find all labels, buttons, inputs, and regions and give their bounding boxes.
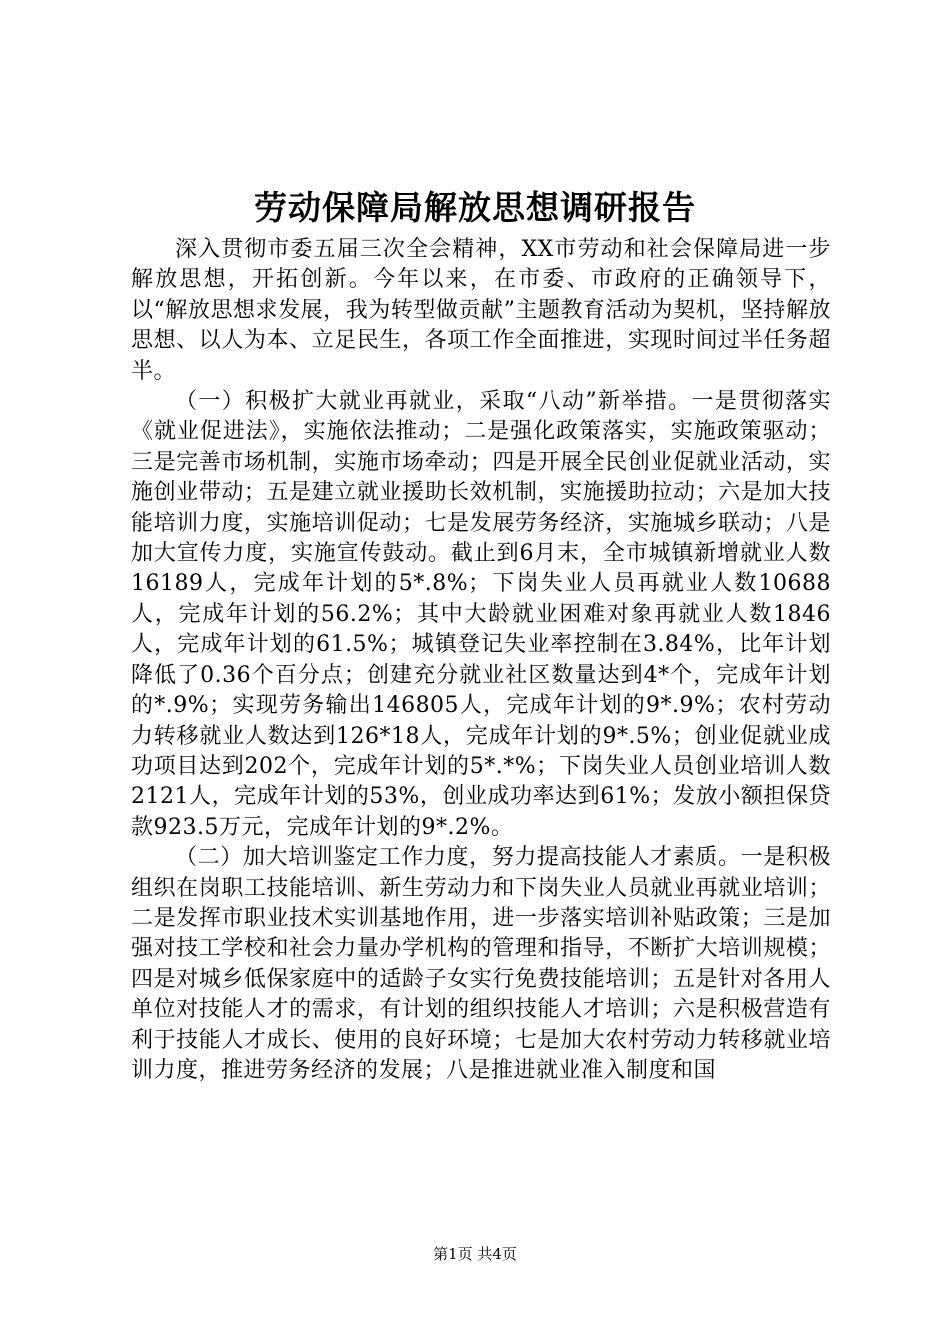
paragraph-training: （二）加大培训鉴定工作力度，努力提高技能人才素质。一是积极组织在岗职工技能培训、新生劳动力和下岗失业人员就业再就业培训；二是发挥市职业技术实训基地作用，进一步落实培训补贴政策；三是加强对技工学校和社会力量办学机构的管理和指导，不断扩大培训规模；四是对城乡低保家庭中的适龄子女实行免费技能培训；五是针对各用人单位对技能人才的需求，有计划的组织技能人才培训；六是积极营造有利于技能人才成长、使用的良好环境；七是加大农村劳动力转移就业培训力度，推进劳务经济的发展；八是推进就业准入制度和国: [131, 845, 831, 1083]
paragraph-employment: （一）积极扩大就业再就业，采取“八动”新举措。一是贯彻落实《就业促进法》，实施依法推动；二是强化政策落实，实施政策驱动；三是完善市场机制，实施市场牵动；四是开展全民创业促就业活动，实施创业带动；五是建立就业援助长效机制，实施援助拉动；六是加大技能培训力度，实施培训促动；七是发展劳务经济，实施城乡联动；八是加大宣传力度，实施宣传鼓动。截止到6月末，全市城镇新增就业人数16189人，完成年计划的5*.8%；下岗失业人员再就业人数10688人，完成年计划的56.2%；其中大龄就业困难对象再就业人数1846人，完成年计划的61.5%；城镇登记失业率控制在3.84%，比年计划降低了0.36个百分点；创建充分就业社区数量达到4*个，完成年计划的*.9%；实现劳务输出146805人，完成年计划的9*.9%；农村劳动力转移就业人数达到126*18人，完成年计划的9*.5%；创业促就业成功项目达到202个，完成年计划的5*.*%；下岗失业人员创业培训人数2121人，完成年计划的53%，创业成功率达到61%；发放小额担保贷款923.5万元，完成年计划的9*.2%。: [131, 389, 831, 840]
paragraph-intro: 深入贯彻市委五届三次全会精神，XX市劳动和社会保障局进一步解放思想，开拓创新。今年以来，在市委、市政府的正确领导下，以“解放思想求发展，我为转型做贡献”主题教育活动为契机，坚持解放思想、以人为本、立足民生，各项工作全面推进，实现时间过半任务超半。: [131, 237, 831, 384]
document-title: 劳动保障局解放思想调研报告: [254, 188, 696, 227]
page-number-footer: 第1页 共4页: [433, 1245, 517, 1263]
document-body: [131, 235, 831, 1086]
